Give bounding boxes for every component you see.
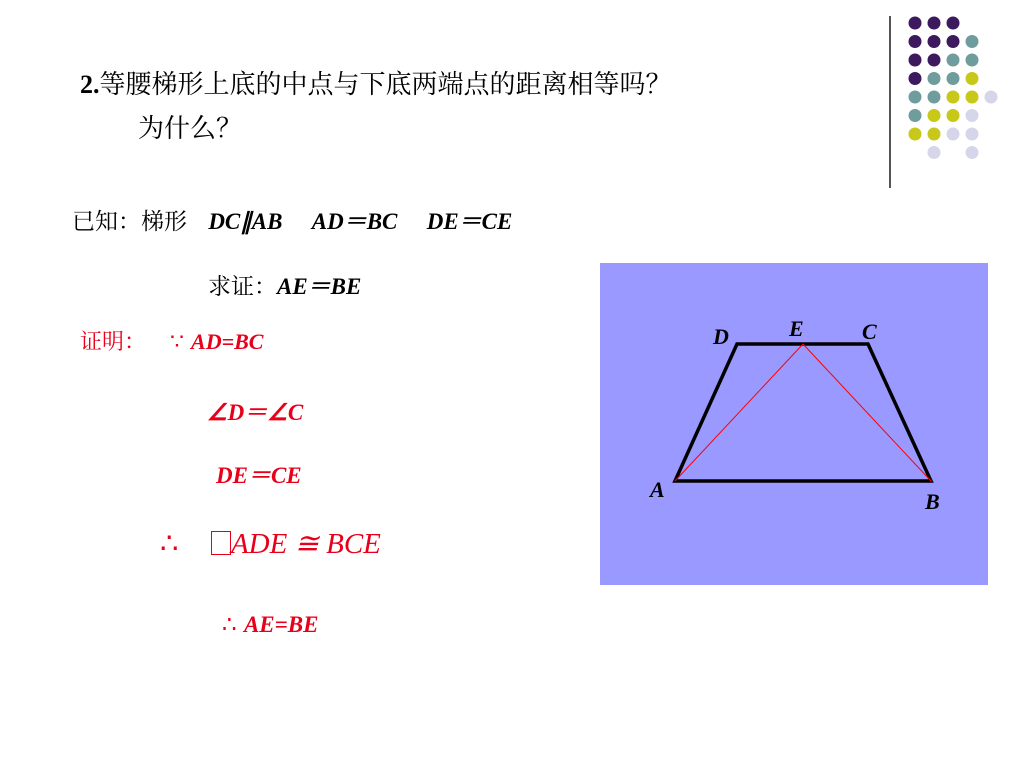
question-text: 等腰梯形上底的中点与下底两端点的距离相等吗？: [99, 70, 672, 100]
decorative-dot: [966, 146, 979, 159]
segment-BE: [803, 344, 931, 481]
proof-line-4: [160, 526, 381, 561]
proof-step-1: AD=BC: [191, 329, 264, 354]
proof-step-5: AE=BE: [243, 612, 319, 637]
proof-step-2: ∠D＝∠C: [207, 400, 304, 425]
decorative-dot-grid: [905, 12, 1017, 162]
prove-statement: AE＝BE: [277, 274, 362, 299]
decorative-dot: [928, 54, 941, 67]
therefore-symbol: ∴: [160, 528, 179, 560]
decorative-dot: [909, 109, 922, 122]
decorative-dot: [928, 72, 941, 85]
decorative-divider-line: [889, 16, 891, 188]
decorative-dot: [966, 128, 979, 141]
decorative-dot: [909, 54, 922, 67]
therefore-symbol-2: ∴: [222, 612, 237, 638]
proof-line-1: [80, 325, 263, 356]
question-number: 2.: [80, 70, 100, 99]
trapezoid-outline: [675, 344, 931, 481]
given-line: [72, 203, 512, 236]
decorative-dot: [985, 91, 998, 104]
prove-label: 求证：: [208, 274, 277, 300]
trapezoid-figure: [600, 263, 988, 585]
because-symbol: ∵: [170, 330, 185, 355]
decorative-dot: [909, 72, 922, 85]
decorative-dot: [928, 109, 941, 122]
trapezoid-diagram: [600, 263, 988, 585]
decorative-dot: [947, 17, 960, 30]
vertex-label-A: A: [650, 477, 665, 502]
decorative-dot: [947, 109, 960, 122]
question-line-1: [80, 64, 672, 101]
decorative-dot: [966, 109, 979, 122]
vertex-label-B: B: [925, 489, 940, 514]
decorative-dot: [909, 35, 922, 48]
decorative-dot: [928, 35, 941, 48]
triangle-icon: [211, 531, 231, 555]
decorative-dot: [909, 17, 922, 30]
decorative-dot: [909, 91, 922, 104]
decorative-dot: [928, 17, 941, 30]
decorative-dot: [928, 128, 941, 141]
decorative-dot: [966, 91, 979, 104]
decorative-dot: [947, 35, 960, 48]
decorative-dot: [947, 128, 960, 141]
proof-label: 证明：: [80, 330, 147, 355]
question-line-2: 为什么？: [138, 114, 243, 144]
decorative-dot: [966, 72, 979, 85]
given-condition-parallel: DC∥AB: [208, 209, 283, 234]
vertex-label-C: C: [862, 319, 877, 344]
given-condition-equal-legs: AD＝BC: [311, 209, 398, 234]
given-condition-midpoint: DE＝CE: [426, 209, 513, 234]
decorative-dot: [947, 72, 960, 85]
decorative-dot: [947, 54, 960, 67]
prove-line: [208, 268, 361, 301]
segment-AE: [675, 344, 803, 481]
decorative-dot: [966, 35, 979, 48]
decorative-dot: [928, 146, 941, 159]
decorative-dot: [947, 91, 960, 104]
proof-line-5: [222, 612, 318, 638]
decorative-dot: [966, 54, 979, 67]
vertex-label-D: D: [713, 324, 729, 349]
proof-step-4: ADE ≅ BCE: [230, 528, 381, 560]
decorative-dot: [928, 91, 941, 104]
decorative-dot: [909, 128, 922, 141]
vertex-label-E: E: [789, 316, 804, 341]
given-label: 已知：梯形: [72, 209, 187, 235]
proof-step-3: DE＝CE: [216, 463, 302, 488]
